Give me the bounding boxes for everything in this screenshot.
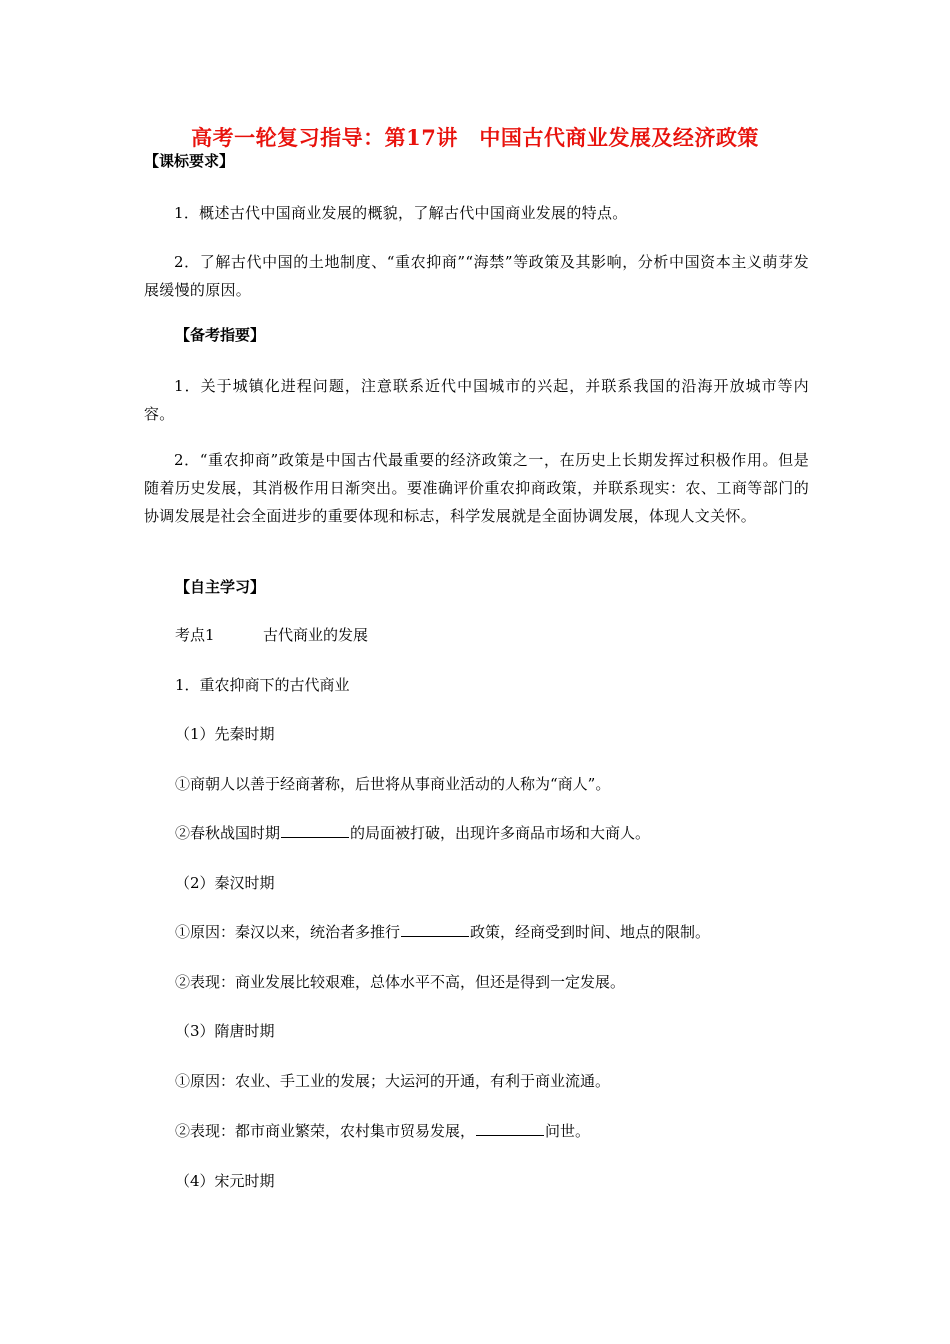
kaodian-label: 考点1 xyxy=(175,626,215,644)
period-3-item-a: ①原因：农业、手工业的发展；大运河的开通，有利于商业流通。 xyxy=(175,1072,611,1090)
fill-blank-2[interactable] xyxy=(401,922,469,937)
page-title: 高考一轮复习指导：第17讲 中国古代商业发展及经济政策 xyxy=(191,125,759,150)
prep-item-2: 2．“重农抑商”政策是中国古代最重要的经济政策之一，在历史上长期发挥过积极作用。但是随着历史发展，其消极作用日渐突出。要准确评价重农抑商政策，并联系现实：农、工商等部门的协调发展是社会全面进步的重要体现和标志，科学发展就是全面协调发展，体现人文关怀。 xyxy=(144,451,809,525)
period-2-item-a-post: 政策，经商受到时间、地点的限制。 xyxy=(470,923,711,941)
curriculum-heading: 【课标要求】 xyxy=(144,152,235,170)
period-2-item-b: ②表现：商业发展比较艰难，总体水平不高，但还是得到一定发展。 xyxy=(175,973,626,991)
period-3-title: （3）隋唐时期 xyxy=(175,1022,275,1040)
period-2-item-a-pre: ①原因：秦汉以来，统治者多推行 xyxy=(175,923,401,941)
fill-blank-1[interactable] xyxy=(281,823,349,838)
period-1-item-b xyxy=(175,820,845,847)
period-2-item-a xyxy=(175,919,845,946)
kaodian-title: 古代商业的发展 xyxy=(263,626,369,644)
self-study-heading: 【自主学习】 xyxy=(175,578,266,596)
period-1-item-b-post: 的局面被打破，出现许多商品市场和大商人。 xyxy=(350,824,651,842)
curriculum-item-1: 1．概述古代中国商业发展的概貌，了解古代中国商业发展的特点。 xyxy=(174,204,628,222)
period-4-title: （4）宋元时期 xyxy=(175,1172,275,1190)
prep-item-1: 1．关于城镇化进程问题，注意联系近代中国城市的兴起，并联系我国的沿海开放城市等内容。 xyxy=(144,377,809,423)
fill-blank-3[interactable] xyxy=(476,1121,544,1136)
period-1-item-a: ①商朝人以善于经商著称，后世将从事商业活动的人称为“商人”。 xyxy=(175,775,611,793)
period-1-title: （1）先秦时期 xyxy=(175,725,275,743)
period-3-item-b-pre: ②表现：都市商业繁荣，农村集市贸易发展， xyxy=(175,1122,476,1140)
period-2-title: （2）秦汉时期 xyxy=(175,874,275,892)
period-1-item-b-pre: ②春秋战国时期 xyxy=(175,824,281,842)
period-3-item-b xyxy=(175,1118,845,1145)
subsection-1: 1．重农抑商下的古代商业 xyxy=(175,676,350,694)
prep-heading: 【备考指要】 xyxy=(175,326,266,344)
period-3-item-b-post: 问世。 xyxy=(545,1122,591,1140)
kaodian-line xyxy=(175,622,845,649)
curriculum-item-2: 2．了解古代中国的土地制度、“重农抑商”“海禁”等政策及其影响，分析中国资本主义萌芽发展缓慢的原因。 xyxy=(144,253,809,299)
